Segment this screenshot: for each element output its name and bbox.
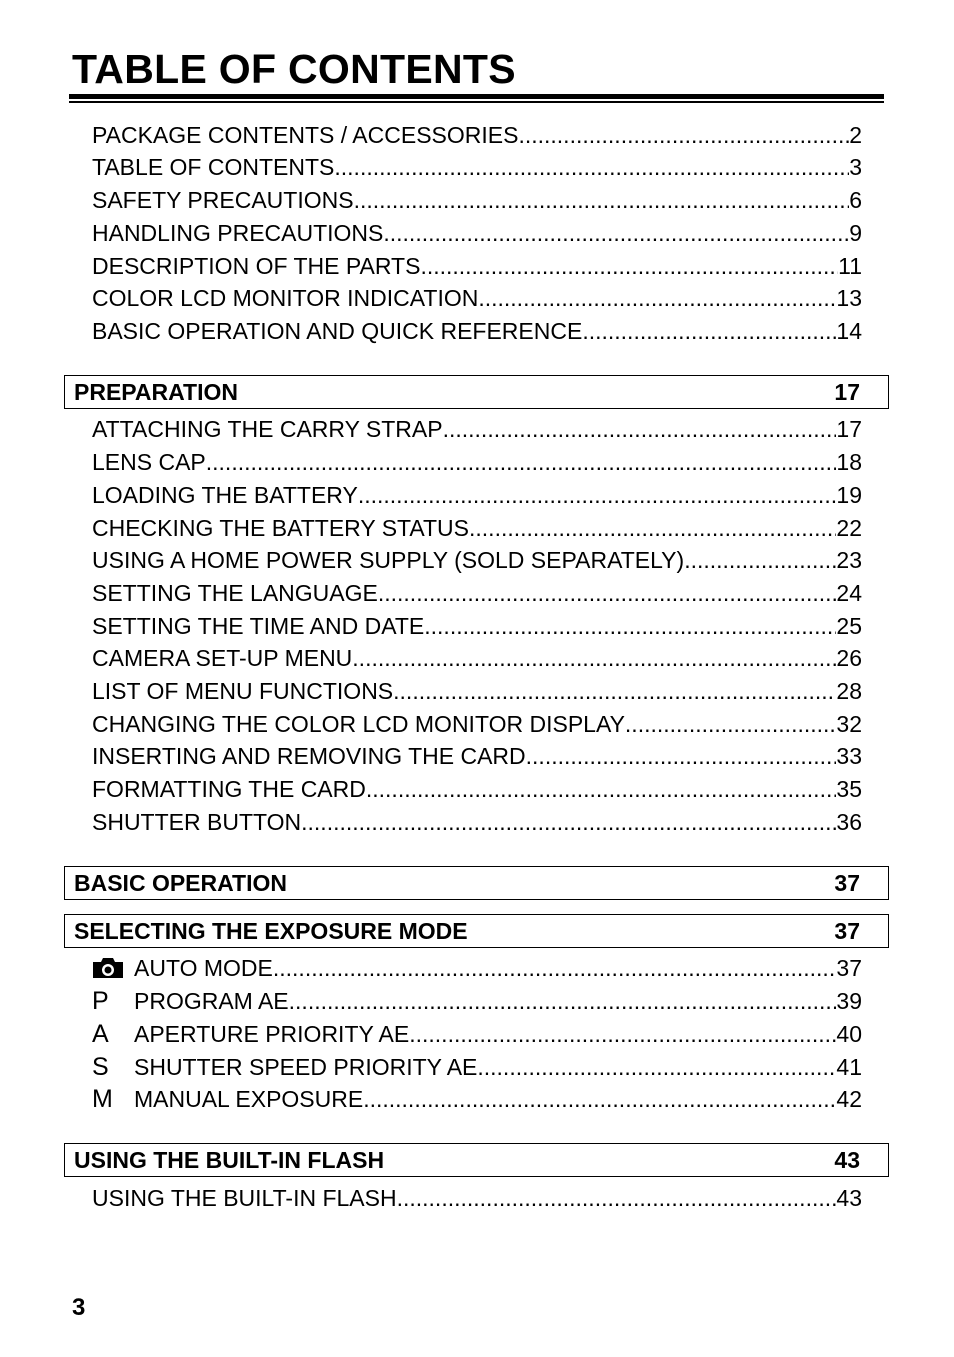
toc-entry-built-in-flash[interactable]: USING THE BUILT-IN FLASH ..... 43	[92, 1183, 862, 1213]
section-title: PREPARATION	[74, 378, 238, 405]
toc-entry-auto-mode[interactable]: AUTO MODE ..... 37	[92, 953, 862, 983]
page-title: TABLE OF CONTENTS	[72, 46, 516, 92]
section-header-preparation[interactable]	[64, 375, 889, 409]
section-page: 37	[834, 869, 860, 896]
section-header-built-in-flash[interactable]	[64, 1143, 889, 1177]
page-number: 3	[72, 1294, 86, 1321]
toc-entry-carry-strap[interactable]: ATTACHING THE CARRY STRAP ..... 17	[92, 414, 862, 444]
toc-entry-lens-cap[interactable]: LENS CAP ..... 18	[92, 447, 862, 477]
toc-entry-lcd-indication[interactable]: COLOR LCD MONITOR INDICATION ..... 13	[92, 283, 862, 313]
toc-entry-lcd-display[interactable]: CHANGING THE COLOR LCD MONITOR DISPLAY ..... 32	[92, 709, 862, 739]
toc-entry-setup-menu[interactable]: CAMERA SET-UP MENU ..... 26	[92, 643, 862, 673]
toc-entry-program-ae[interactable]: P PROGRAM AE ..... 39	[92, 986, 862, 1016]
toc-entry-card-insert-remove[interactable]: INSERTING AND REMOVING THE CARD ..... 33	[92, 741, 862, 771]
toc-entry-aperture-priority[interactable]: A APERTURE PRIORITY AE ..... 40	[92, 1019, 862, 1049]
section-header-basic-operation[interactable]	[64, 866, 889, 900]
toc-entry-formatting-card[interactable]: FORMATTING THE CARD ..... 35	[92, 774, 862, 804]
manual-mode-icon: M	[92, 1085, 113, 1113]
toc-entry-time-and-date[interactable]: SETTING THE TIME AND DATE ..... 25	[92, 611, 862, 641]
toc-entry-description-of-parts[interactable]: DESCRIPTION OF THE PARTS ..... 11	[92, 251, 862, 281]
title-rule-thin	[69, 101, 884, 103]
aperture-mode-icon: A	[92, 1020, 109, 1048]
toc-entry-safety-precautions[interactable]: SAFETY PRECAUTIONS ..... 6	[92, 185, 862, 215]
section-title: BASIC OPERATION	[74, 869, 287, 896]
shutter-mode-icon: S	[92, 1053, 109, 1081]
camera-icon	[92, 953, 134, 983]
section-header-exposure-mode[interactable]	[64, 914, 889, 948]
toc-entry-shutter-button[interactable]: SHUTTER BUTTON ..... 36	[92, 807, 862, 837]
toc-entry-package-contents[interactable]: PACKAGE CONTENTS / ACCESSORIES ..... 2	[92, 120, 862, 150]
toc-entry-home-power-supply[interactable]: USING A HOME POWER SUPPLY (SOLD SEPARATELY) ..... 23	[92, 545, 862, 575]
toc-entry-battery-status[interactable]: CHECKING THE BATTERY STATUS ..... 22	[92, 513, 862, 543]
toc-entry-manual-exposure[interactable]: M MANUAL EXPOSURE ..... 42	[92, 1084, 862, 1114]
section-page: 37	[834, 917, 860, 944]
toc-entry-menu-functions[interactable]: LIST OF MENU FUNCTIONS ..... 28	[92, 676, 862, 706]
toc-entry-basic-operation-quick-ref[interactable]: BASIC OPERATION AND QUICK REFERENCE ..... 14	[92, 316, 862, 346]
program-mode-icon: P	[92, 987, 109, 1015]
toc-entry-setting-language[interactable]: SETTING THE LANGUAGE ..... 24	[92, 578, 862, 608]
section-title: USING THE BUILT-IN FLASH	[74, 1146, 385, 1173]
section-title: SELECTING THE EXPOSURE MODE	[74, 917, 468, 944]
section-page: 43	[834, 1146, 860, 1173]
section-page: 17	[834, 378, 860, 405]
toc-entry-loading-battery[interactable]: LOADING THE BATTERY ..... 19	[92, 480, 862, 510]
toc-entry-handling-precautions[interactable]: HANDLING PRECAUTIONS ..... 9	[92, 218, 862, 248]
title-rule-thick	[69, 94, 884, 99]
toc-entry-table-of-contents[interactable]: TABLE OF CONTENTS ..... 3	[92, 152, 862, 182]
toc-entry-shutter-priority[interactable]: S SHUTTER SPEED PRIORITY AE ..... 41	[92, 1052, 862, 1082]
